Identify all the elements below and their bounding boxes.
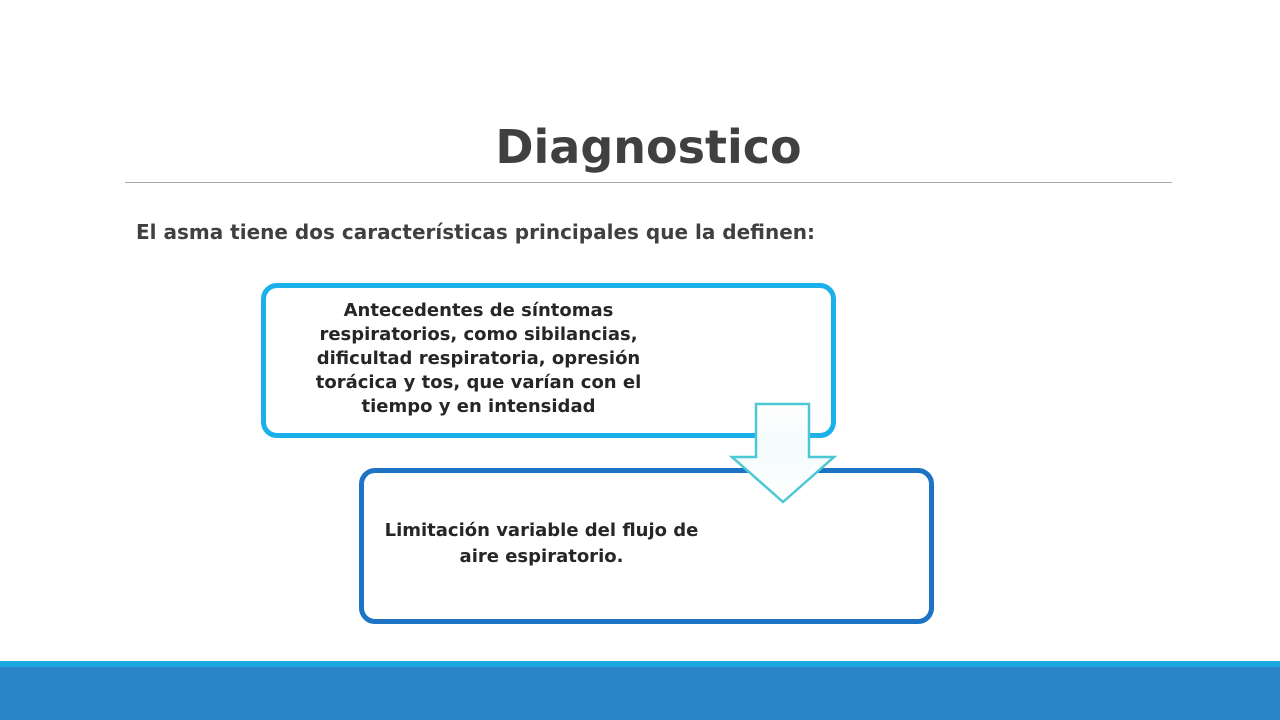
footer-band-accent [0, 661, 1280, 667]
title-divider [125, 182, 1172, 183]
footer-band [0, 661, 1280, 720]
down-arrow-icon [728, 400, 838, 506]
diagram-step-2 [359, 468, 934, 624]
intro-text: El asma tiene dos características principales que la definen: [136, 220, 816, 244]
diagram-step-2-text: Limitación variable del flujo de aire espiratorio. [384, 520, 699, 567]
slide-title: Diagnostico [495, 120, 802, 174]
diagram-step-1-text: Antecedentes de síntomas respiratorios, como sibilancias, dificultad respiratoria, opresión torácica y tos, que varían con el tiempo y en intensidad [315, 299, 642, 417]
